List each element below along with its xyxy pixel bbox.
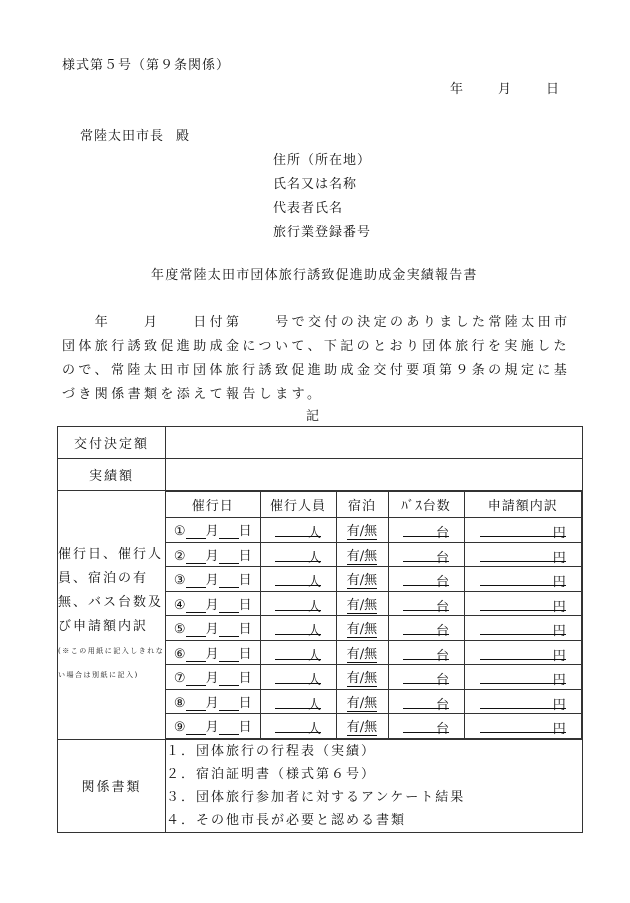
bus-blank[interactable] <box>403 547 449 566</box>
date-month[interactable]: 月 <box>498 82 513 97</box>
amount-blank[interactable] <box>480 620 566 640</box>
breakdown-label <box>58 491 166 740</box>
actual-amount-label: 実績額 <box>58 459 166 491</box>
row-stay-cell[interactable] <box>336 640 388 665</box>
row-bus-cell[interactable] <box>388 567 464 592</box>
docs-item: １．団体旅行の行程表（実績） <box>166 743 377 759</box>
day-blank[interactable] <box>219 549 239 564</box>
breakdown-table <box>166 491 582 739</box>
bus-blank[interactable] <box>403 694 449 713</box>
row-stay-cell[interactable] <box>336 542 388 567</box>
people-blank[interactable] <box>275 694 321 713</box>
yen-unit: 円 <box>552 599 566 615</box>
day-blank[interactable] <box>219 647 239 662</box>
month-unit: 月 <box>205 573 219 589</box>
stay-option[interactable]: 有/無 <box>346 597 378 613</box>
bus-blank[interactable] <box>403 571 449 591</box>
row-stay-cell[interactable] <box>336 616 388 641</box>
row-stay-cell[interactable] <box>336 689 388 714</box>
docs-item: ３．団体旅行参加者に対するアンケート結果 <box>166 789 466 805</box>
docs-item: ２．宿泊証明書（様式第６号） <box>166 766 377 782</box>
docs-item: ４．その他市長が必要と認める書類 <box>166 812 407 828</box>
row-stay-cell[interactable] <box>336 518 388 543</box>
stay-option[interactable]: 有/無 <box>346 671 378 687</box>
row-number: ⑧ <box>173 695 186 711</box>
amount-blank[interactable] <box>480 645 566 664</box>
day-blank[interactable] <box>219 573 239 588</box>
row-bus-cell[interactable] <box>388 714 464 739</box>
breakdown-row <box>166 640 582 665</box>
row-number: ④ <box>173 597 186 613</box>
month-unit: 月 <box>205 622 219 638</box>
row-bus-cell[interactable] <box>388 616 464 641</box>
stay-option[interactable]: 有/無 <box>346 720 378 736</box>
bus-unit: 台 <box>435 648 449 664</box>
day-blank[interactable] <box>219 696 239 711</box>
breakdown-header-row <box>166 492 582 518</box>
bus-unit: 台 <box>435 550 449 566</box>
breakdown-row <box>166 518 582 543</box>
row-date-cell[interactable] <box>166 640 260 665</box>
breakdown-row <box>166 665 582 690</box>
people-unit: 人 <box>307 648 321 664</box>
breakdown-label-note: (※この用紙に記入しきれない場合は別紙に記入) <box>58 646 165 679</box>
month-blank[interactable] <box>186 598 206 613</box>
day-unit: 日 <box>238 646 252 662</box>
month-blank[interactable] <box>186 647 206 662</box>
stay-option[interactable]: 有/無 <box>346 695 378 711</box>
row-people-cell[interactable] <box>260 567 336 592</box>
row-date-cell[interactable] <box>166 518 260 543</box>
addressee <box>80 125 190 144</box>
row-amount-cell[interactable] <box>464 591 582 616</box>
bus-blank[interactable] <box>403 669 449 689</box>
bus-unit: 台 <box>435 575 449 591</box>
body-paragraph: 年 月 日付第 号で交付の決定のありました常陸太田市団体旅行誘致促進助成金について、下記のとおり団体旅行を実施したので、常陸太田市団体旅行誘致促進助成金交付要項第９条の規定に基づき関係書類を添えて報告します。 <box>62 315 571 402</box>
people-unit: 人 <box>307 624 321 640</box>
yen-unit: 円 <box>552 526 566 542</box>
row-bus-cell[interactable] <box>388 542 464 567</box>
breakdown-row <box>166 591 582 616</box>
travel-registration-field[interactable]: 旅行業登録番号 <box>273 225 372 240</box>
date-line <box>450 78 560 97</box>
row-number: ③ <box>173 573 186 589</box>
people-blank[interactable] <box>275 669 321 689</box>
row-people-cell[interactable] <box>260 640 336 665</box>
month-unit: 月 <box>205 695 219 711</box>
people-unit: 人 <box>307 673 321 689</box>
row-number: ⑦ <box>173 671 186 687</box>
month-blank[interactable] <box>186 549 206 564</box>
day-unit: 日 <box>238 524 252 540</box>
month-blank[interactable] <box>186 671 206 686</box>
breakdown-row <box>166 567 582 592</box>
bus-blank[interactable] <box>403 522 449 542</box>
row-stay-cell[interactable] <box>336 665 388 690</box>
row-date-cell[interactable] <box>166 665 260 690</box>
row-people-cell[interactable] <box>260 665 336 690</box>
row-amount-cell[interactable] <box>464 616 582 641</box>
applicant-name-field[interactable]: 氏名又は名称 <box>273 177 358 192</box>
date-day[interactable]: 日 <box>546 82 561 97</box>
row-amount-cell[interactable] <box>464 689 582 714</box>
row-date-cell[interactable] <box>166 591 260 616</box>
document-title: 年度常陸太田市団体旅行誘致促進助成金実績報告書 <box>151 268 478 283</box>
amount-blank[interactable] <box>480 547 566 566</box>
row-number: ① <box>173 524 186 540</box>
grant-decision-amount-field[interactable] <box>166 427 583 459</box>
row-amount-cell[interactable] <box>464 640 582 665</box>
people-blank[interactable] <box>275 596 321 615</box>
people-blank[interactable] <box>275 645 321 664</box>
yen-unit: 円 <box>552 722 566 738</box>
row-stay-cell[interactable] <box>336 714 388 739</box>
row-number: ⑤ <box>173 622 186 638</box>
month-unit: 月 <box>205 524 219 540</box>
people-unit: 人 <box>307 722 321 738</box>
stay-option[interactable]: 有/無 <box>346 646 378 662</box>
row-people-cell[interactable] <box>260 689 336 714</box>
month-unit: 月 <box>205 548 219 564</box>
month-unit: 月 <box>205 597 219 613</box>
breakdown-row <box>166 689 582 714</box>
bus-blank[interactable] <box>403 718 449 738</box>
day-unit: 日 <box>238 720 252 736</box>
people-unit: 人 <box>307 550 321 566</box>
amount-blank[interactable] <box>480 596 566 615</box>
row-bus-cell[interactable] <box>388 518 464 543</box>
yen-unit: 円 <box>552 697 566 713</box>
people-unit: 人 <box>307 575 321 591</box>
bus-blank[interactable] <box>403 596 449 615</box>
representative-name-field[interactable]: 代表者氏名 <box>273 201 344 216</box>
row-bus-cell[interactable] <box>388 689 464 714</box>
ki-heading: 記 <box>306 409 321 424</box>
yen-unit: 円 <box>552 648 566 664</box>
form-number: 様式第５号（第９条関係） <box>62 58 231 73</box>
bus-unit: 台 <box>435 722 449 738</box>
docs-label: 関係書類 <box>58 739 166 832</box>
yen-unit: 円 <box>552 624 566 640</box>
row-bus-cell[interactable] <box>388 640 464 665</box>
amount-blank[interactable] <box>480 718 566 738</box>
breakdown-row <box>166 542 582 567</box>
people-blank[interactable] <box>275 547 321 566</box>
yen-unit: 円 <box>552 550 566 566</box>
applicant-address-field[interactable]: 住所（所在地） <box>273 153 372 168</box>
month-unit: 月 <box>205 646 219 662</box>
report-table <box>57 426 583 833</box>
day-unit: 日 <box>238 597 252 613</box>
row-bus-cell[interactable] <box>388 665 464 690</box>
day-unit: 日 <box>238 671 252 687</box>
row-people-cell[interactable] <box>260 591 336 616</box>
day-blank[interactable] <box>219 622 239 637</box>
row-people-cell[interactable] <box>260 714 336 739</box>
addressee-name: 常陸太田市長 <box>80 129 165 144</box>
col-bus: ﾊﾞｽ台数 <box>388 492 464 518</box>
bus-blank[interactable] <box>403 645 449 664</box>
month-blank[interactable] <box>186 573 206 588</box>
bus-unit: 台 <box>435 673 449 689</box>
people-blank[interactable] <box>275 571 321 591</box>
people-unit: 人 <box>307 697 321 713</box>
row-date-cell[interactable] <box>166 567 260 592</box>
row-date-cell[interactable] <box>166 689 260 714</box>
bus-unit: 台 <box>435 624 449 640</box>
col-amount: 申請額内訳 <box>464 492 582 518</box>
day-unit: 日 <box>238 548 252 564</box>
stay-option[interactable]: 有/無 <box>346 622 378 638</box>
bus-blank[interactable] <box>403 620 449 640</box>
stay-option[interactable]: 有/無 <box>346 524 378 540</box>
row-amount-cell[interactable] <box>464 518 582 543</box>
row-date-cell[interactable] <box>166 714 260 739</box>
row-amount-cell[interactable] <box>464 567 582 592</box>
bus-unit: 台 <box>435 599 449 615</box>
row-people-cell[interactable] <box>260 616 336 641</box>
row-people-cell[interactable] <box>260 518 336 543</box>
month-blank[interactable] <box>186 622 206 637</box>
people-blank[interactable] <box>275 522 321 542</box>
docs-list <box>166 739 583 832</box>
people-blank[interactable] <box>275 718 321 738</box>
bus-unit: 台 <box>435 526 449 542</box>
stay-option[interactable]: 有/無 <box>346 548 378 564</box>
day-unit: 日 <box>238 573 252 589</box>
day-unit: 日 <box>238 622 252 638</box>
row-stay-cell[interactable] <box>336 591 388 616</box>
month-blank[interactable] <box>186 524 206 539</box>
breakdown-rows <box>166 518 582 739</box>
yen-unit: 円 <box>552 673 566 689</box>
stay-option[interactable]: 有/無 <box>346 573 378 589</box>
col-stay: 宿泊 <box>336 492 388 518</box>
breakdown-label-main: 催行日、催行人員、宿泊の有無、バス台数及び申請額内訳 <box>58 546 164 634</box>
day-blank[interactable] <box>219 598 239 613</box>
month-unit: 月 <box>205 671 219 687</box>
row-date-cell[interactable] <box>166 616 260 641</box>
amount-blank[interactable] <box>480 694 566 713</box>
row-amount-cell[interactable] <box>464 665 582 690</box>
people-unit: 人 <box>307 526 321 542</box>
col-date: 催行日 <box>166 492 260 518</box>
row-amount-cell[interactable] <box>464 542 582 567</box>
breakdown-row <box>166 714 582 739</box>
amount-blank[interactable] <box>480 571 566 591</box>
row-number: ⑨ <box>173 720 186 736</box>
addressee-honorific: 殿 <box>176 129 191 144</box>
row-stay-cell[interactable] <box>336 567 388 592</box>
yen-unit: 円 <box>552 575 566 591</box>
row-date-cell[interactable] <box>166 542 260 567</box>
row-number: ② <box>173 548 186 564</box>
amount-blank[interactable] <box>480 522 566 542</box>
bus-unit: 台 <box>435 697 449 713</box>
col-people: 催行人員 <box>260 492 336 518</box>
row-bus-cell[interactable] <box>388 591 464 616</box>
day-blank[interactable] <box>219 720 239 735</box>
day-unit: 日 <box>238 695 252 711</box>
day-blank[interactable] <box>219 671 239 686</box>
month-blank[interactable] <box>186 696 206 711</box>
row-number: ⑥ <box>173 646 186 662</box>
amount-blank[interactable] <box>480 669 566 689</box>
actual-amount-field[interactable] <box>166 459 583 491</box>
date-year[interactable]: 年 <box>450 82 465 97</box>
row-people-cell[interactable] <box>260 542 336 567</box>
row-amount-cell[interactable] <box>464 714 582 739</box>
day-blank[interactable] <box>219 524 239 539</box>
grant-decision-label: 交付決定額 <box>58 427 166 459</box>
people-unit: 人 <box>307 599 321 615</box>
breakdown-row <box>166 616 582 641</box>
month-unit: 月 <box>205 720 219 736</box>
month-blank[interactable] <box>186 720 206 735</box>
people-blank[interactable] <box>275 620 321 640</box>
